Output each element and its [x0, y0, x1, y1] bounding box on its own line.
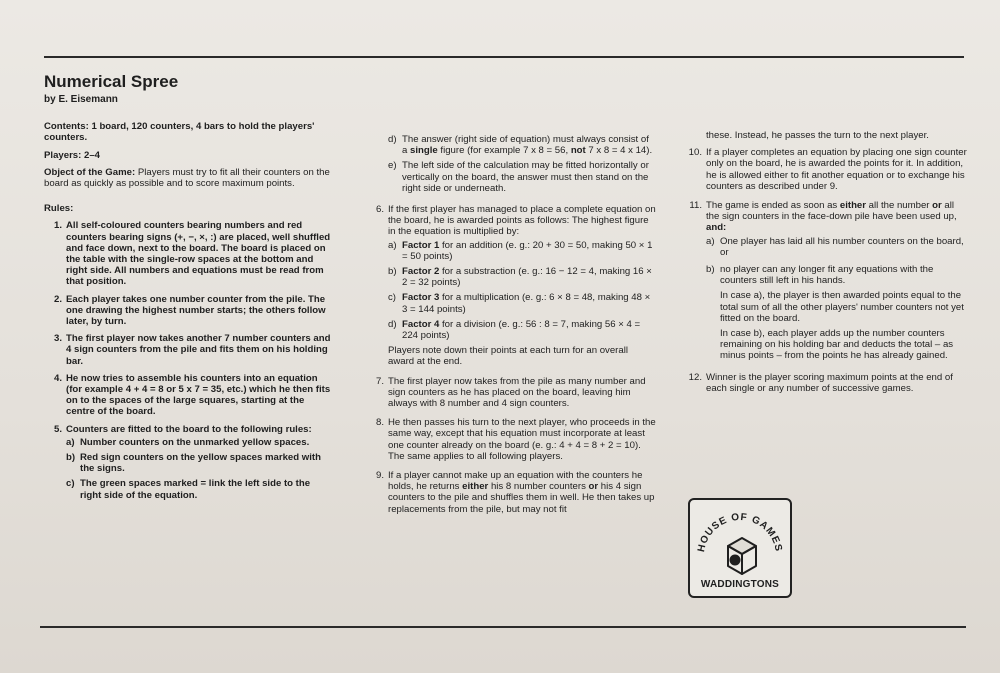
rule-5d-body: [402, 134, 656, 156]
rule-12: [684, 372, 969, 394]
players-label: Players:: [44, 149, 82, 161]
rule-2-text: Each player takes one number counter from the pile. The one drawing the highest number starts; the others follow later, by turn.: [66, 293, 326, 328]
rule-5d-bold: single: [410, 145, 438, 157]
rule-6a-body: [402, 240, 656, 262]
rule-11-post: all the sign counters in the face-down pile have been used up,: [706, 200, 957, 223]
rule-5d-mid: figure (for example 7 x 8 = 56,: [437, 145, 571, 157]
players-text: 2–4: [84, 149, 101, 161]
page-title: Numerical Spree: [44, 72, 179, 91]
rule-5e: [388, 160, 656, 194]
rule-6: [366, 204, 656, 368]
rule-9-mid: his 8 number counters: [488, 481, 589, 493]
rule-6a-text: for an addition (e. g.: 20 + 30 = 50, making 50 × 1 = 50 points): [402, 239, 653, 262]
rule-6-note: Players note down their points at each turn for an overall award at the end.: [388, 345, 628, 368]
rule-5b: [66, 452, 334, 474]
rule-11-body: [706, 200, 969, 366]
top-rule: [44, 56, 964, 58]
rule-1-number: 1.: [53, 220, 62, 232]
rule-5d-pre: The answer (right side of equation) must always consist of a: [402, 134, 649, 157]
house-of-games-logo: [688, 498, 792, 598]
rules-heading: Rules:: [44, 203, 74, 215]
rule-7-number: 7.: [375, 375, 384, 387]
rule-8-text: He then passes his turn to the next player, who proceeds in the same way, except that his equation must incorporate at least one counter already on the board (e. g.: 4 + 4 = 8 + 2 = 10). The same applies to all following players.: [388, 417, 656, 462]
rule-11b: [706, 264, 969, 362]
rule-5b-label: b): [66, 452, 76, 464]
rule-1-text: All self-coloured counters bearing numbers and red counters bearing signs (+, −, ×, :) are placed, well shuffled and face down, next to the board. The board is placed on the table with the single-row spaces at the bottom and right side. All numbers and equations must be read from that position.: [66, 220, 331, 288]
rule-5d-label: d): [388, 134, 397, 145]
rule-6d-bold: Factor 4: [402, 318, 440, 330]
logo-arc-text: HOUSE OF GAMES: [696, 511, 784, 554]
rule-5a-label: a): [66, 436, 75, 448]
rule-5b-text: Red sign counters on the yellow spaces marked with the signs.: [80, 452, 321, 475]
rule-11-bold1: either: [839, 200, 867, 212]
rule-5d-bold2: not: [570, 145, 586, 157]
rule-6b-bold: Factor 2: [402, 266, 440, 278]
column-1: [44, 72, 334, 511]
rule-6-text: If the first player has managed to place a complete equation on the board, he is awarded points as follows: The highest figure in the equation is multiplied by:: [388, 204, 656, 238]
rule-12-text: Winner is the player scoring maximum points at the end of each single or any number of successive games.: [706, 371, 953, 394]
rule-8-number: 8.: [375, 417, 384, 429]
rule-6b: [388, 266, 656, 288]
rule-6c-label: c): [388, 292, 396, 304]
rule-11-case-b: In case b), each player adds up the number counters remaining on his holding bar and deducts the total – as minus points – from the points he has already gained.: [720, 328, 954, 362]
rule-5e-text: The left side of the calculation may be fitted horizontally or vertically on the board, the answer must then stand on the right side or underneath.: [402, 160, 649, 194]
rule-6d-body: [402, 319, 656, 341]
rule-4-number: 4.: [53, 372, 62, 384]
rule-5-text: Counters are fitted to the board to the following rules:: [66, 423, 312, 435]
rule-11-bold3: and:: [706, 222, 727, 234]
rule-11a-label: a): [706, 235, 715, 247]
rule-5: [44, 424, 334, 505]
rule-6c-text: for a multiplication (e. g.: 6 × 8 = 48, making 48 × 3 = 144 points): [402, 292, 651, 315]
rule-6b-body: [402, 266, 656, 288]
rule-5-body: [66, 424, 334, 505]
rule-5d-post: 7 x 8 = 4 x 14).: [585, 145, 653, 157]
rule-6c-body: [402, 292, 656, 314]
rule-10-number: 10.: [688, 147, 702, 159]
rule-6d: [388, 319, 656, 341]
rule-4-text: He now tries to assemble his counters into an equation (for example 4 + 4 = 8 or 5 x 7 = 35, etc.) which he then fits on to the spaces of the large squares, starting at the centre of the board.: [66, 372, 331, 418]
rule-5d: [388, 134, 656, 156]
rule-6b-text: for a substraction (e. g.: 16 − 12 = 4, making 16 × 2 = 32 points): [402, 266, 652, 289]
rule-7: [366, 376, 656, 410]
contents-para: [44, 121, 334, 143]
rule-11-case-a: In case a), the player is then awarded points equal to the total sum of all the other players' number counters not yet fitted on the board.: [720, 290, 964, 324]
contents-label: Contents:: [44, 121, 89, 133]
rule-9-bold1: either: [462, 481, 489, 493]
players-para: [44, 150, 334, 161]
rule-11-bold2: or: [932, 200, 942, 212]
rule-12-number: 12.: [688, 371, 702, 383]
rule-9: [366, 470, 656, 515]
rule-9-post: his 4 sign counters to the pile and shuffles them in well. He then takes up replacements from the pile, but may not fit: [388, 481, 655, 515]
rule-6-number: 6.: [375, 204, 384, 216]
rule-6d-label: d): [388, 318, 397, 330]
rule-8: [366, 417, 656, 462]
rule-6d-text: for a division (e. g.: 56 : 8 = 7, making 56 × 4 = 224 points): [402, 318, 641, 342]
rule-6a-bold: Factor 1: [402, 239, 440, 251]
rule-9-pre: If a player cannot make up an equation with the counters he holds, he returns: [388, 470, 643, 493]
rule-6a: [388, 240, 656, 262]
object-label: Object of the Game:: [44, 166, 136, 178]
rule-6a-label: a): [388, 239, 397, 251]
rule-11: [684, 200, 969, 366]
rule-3: [44, 333, 334, 367]
rule-2-number: 2.: [53, 293, 62, 305]
logo-brand-text: WADDINGTONS: [700, 579, 780, 590]
rule-5-number: 5.: [53, 423, 62, 435]
rule-9-bold2: or: [588, 481, 599, 493]
rule-5c-label: c): [66, 478, 75, 490]
rule-6b-label: b): [388, 266, 397, 278]
object-text: Players must try to fit all their counters on the board as quickly as possible and to score maximum points.: [44, 166, 330, 190]
rule-5e-label: e): [388, 160, 397, 172]
byline: by E. Eisemann: [44, 94, 118, 105]
contents-text: 1 board, 120 counters, 4 bars to hold the players' counters.: [44, 121, 315, 144]
rule-1: [44, 220, 334, 287]
rule-11-mid: all the number: [866, 200, 933, 212]
rule-3-number: 3.: [53, 333, 62, 345]
rule-6c-bold: Factor 3: [402, 292, 440, 304]
rule-2: [44, 294, 334, 328]
rule-9-number: 9.: [375, 470, 384, 482]
column-2: [366, 132, 656, 521]
rule-11-pre: The game is ended as soon as: [706, 200, 840, 212]
rule-9-body: [388, 470, 656, 515]
rule-11b-body: [720, 264, 969, 362]
house-of-games-emblem-icon: [690, 500, 790, 582]
rule-3-text: The first player now takes another 7 number counters and 4 sign counters from the pile and fits them on his holding bar.: [66, 333, 331, 367]
object-para: [44, 167, 334, 189]
rule-11-number: 11.: [689, 200, 702, 212]
rule-11b-label: b): [706, 264, 715, 276]
rule-11b-text: no player can any longer fit any equations with the counters still left in his hands.: [720, 264, 934, 287]
rule-5c-text: The green spaces marked = link the left side to the right side of the equation.: [80, 478, 311, 501]
rule-5c: [66, 478, 334, 500]
rule-4: [44, 373, 334, 418]
rule-5a-text: Number counters on the unmarked yellow spaces.: [80, 436, 310, 448]
rule-5a: [66, 437, 334, 448]
rule-11a: [706, 236, 969, 258]
rule-10-text: If a player completes an equation by placing one sign counter only on the board, he is awarded the points for it. In addition, he is allowed either to fit another equation or to exchange his counters as described under 9.: [706, 147, 967, 192]
bottom-rule: [40, 626, 966, 628]
rule-7-text: The first player now takes from the pile as many number and sign counters as he has placed on the board, leaving him always with 8 number and 4 sign counters.: [388, 375, 646, 410]
rule-6-body: [388, 204, 656, 368]
rule-10: [684, 147, 969, 192]
rule-6c: [388, 292, 656, 314]
column-3: [684, 130, 969, 400]
rule-11a-text: One player has laid all his number counters on the board, or: [720, 235, 964, 258]
rule-9-continued: these. Instead, he passes the turn to the next player.: [706, 130, 929, 141]
